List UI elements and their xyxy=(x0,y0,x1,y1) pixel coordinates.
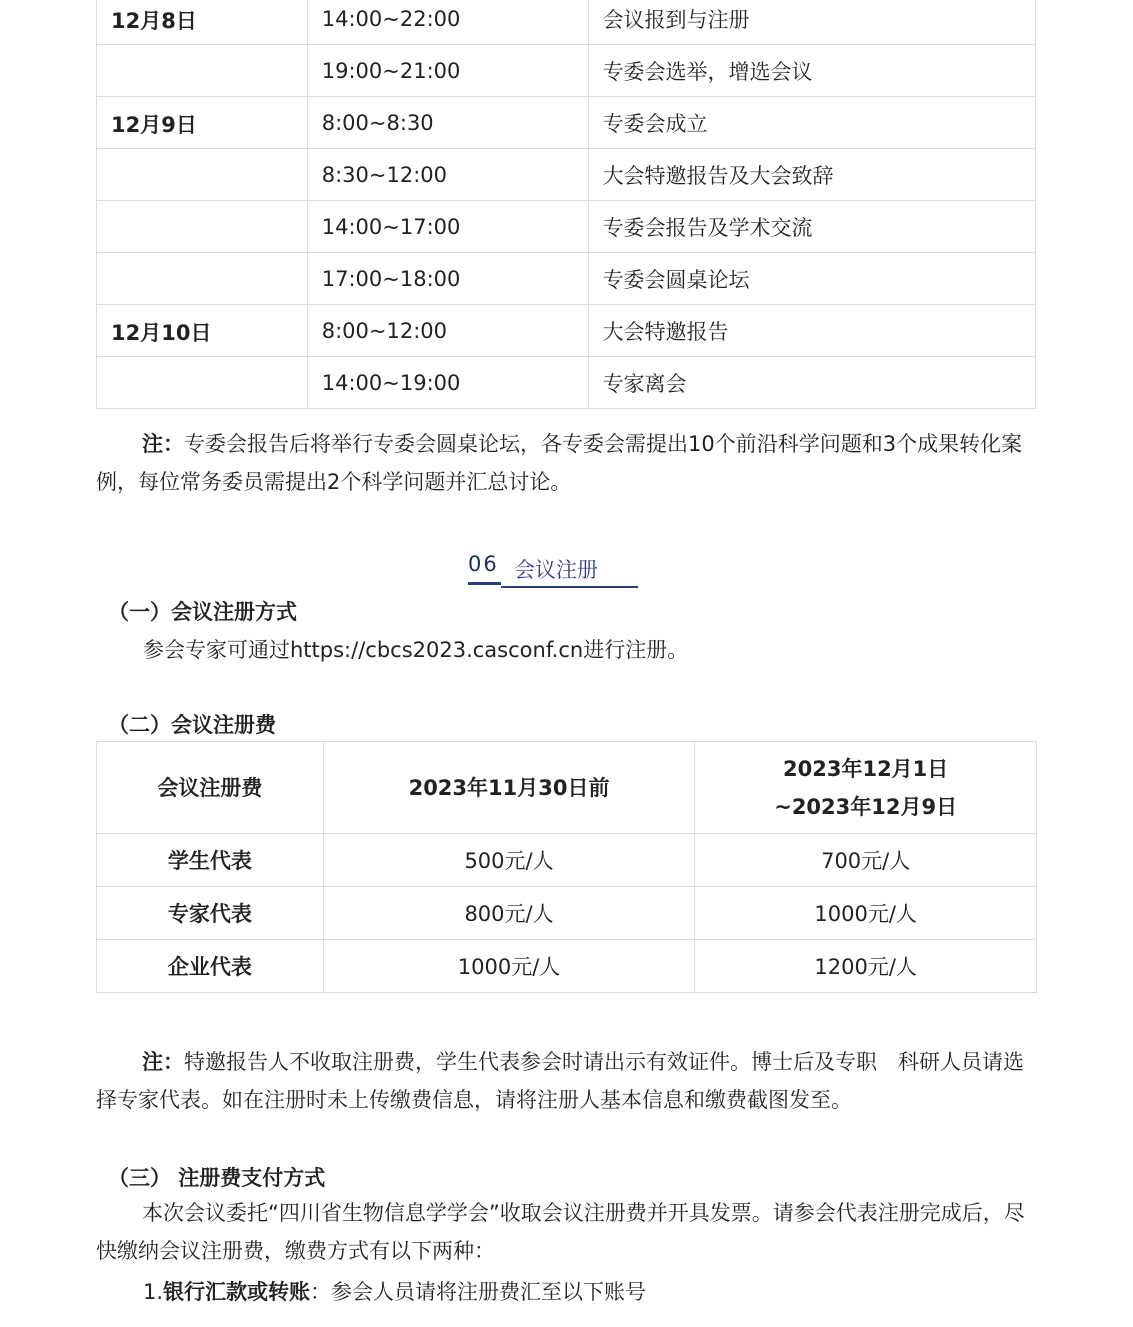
activity-cell: 专委会选举，增选会议 xyxy=(588,45,1035,97)
reg-fee-heading: （二）会议注册费 xyxy=(108,713,276,737)
section-underline xyxy=(501,586,638,588)
payment-item-title: 银行汇款或转账 xyxy=(163,1280,311,1304)
table-row xyxy=(97,305,1036,357)
note-label: 注： xyxy=(142,1050,184,1074)
fee-header-late-line1: 2023年12月1日 xyxy=(783,756,949,781)
table-row xyxy=(97,45,1036,97)
fee-table xyxy=(96,741,1037,993)
note-label: 注： xyxy=(142,432,184,456)
fee-row-label: 专家代表 xyxy=(97,887,324,940)
date-cell xyxy=(97,253,308,305)
activity-cell: 大会特邀报告及大会致辞 xyxy=(588,149,1035,201)
date-cell: 12月9日 xyxy=(97,97,308,149)
reg-method-text: 参会专家可通过https://cbcs2023.casconf.cn进行注册。 xyxy=(143,638,689,662)
fee-header-late xyxy=(695,742,1037,834)
date-cell xyxy=(97,357,308,409)
fee-row-label: 学生代表 xyxy=(97,834,324,887)
note-text: 专委会报告后将举行专委会圆桌论坛，各专委会需提出10个前沿科学问题和3个成果转化案例，每位常务委员需提出2个科学问题并汇总讨论。 xyxy=(96,432,1023,494)
time-cell: 8:00~8:30 xyxy=(307,97,588,149)
time-cell: 14:00~19:00 xyxy=(307,357,588,409)
activity-cell: 会议报到与注册 xyxy=(588,0,1035,45)
activity-cell: 专委会报告及学术交流 xyxy=(588,201,1035,253)
time-cell: 14:00~22:00 xyxy=(307,0,588,45)
fee-late: 1000元/人 xyxy=(695,887,1037,940)
fee-header-row xyxy=(97,742,1037,834)
fee-early: 1000元/人 xyxy=(323,940,695,993)
date-cell: 12月10日 xyxy=(97,305,308,357)
time-cell: 8:30~12:00 xyxy=(307,149,588,201)
date-cell xyxy=(97,201,308,253)
table-row xyxy=(97,97,1036,149)
table-row xyxy=(97,201,1036,253)
table-row xyxy=(97,357,1036,409)
schedule-note xyxy=(96,425,1036,501)
fee-header-label: 会议注册费 xyxy=(97,742,324,834)
table-row xyxy=(97,834,1037,887)
activity-cell: 大会特邀报告 xyxy=(588,305,1035,357)
fee-late: 700元/人 xyxy=(695,834,1037,887)
activity-cell: 专委会圆桌论坛 xyxy=(588,253,1035,305)
section-heading xyxy=(468,548,638,590)
fee-header-late-line2: ~2023年12月9日 xyxy=(774,794,958,819)
fee-early: 800元/人 xyxy=(323,887,695,940)
payment-item-text: ：参会人员请将注册费汇至以下账号 xyxy=(310,1280,647,1304)
section-underline-accent xyxy=(468,582,501,585)
date-cell xyxy=(97,149,308,201)
table-row xyxy=(97,887,1037,940)
fee-header-early: 2023年11月30日前 xyxy=(323,742,695,834)
section-title: 会议注册 xyxy=(514,558,598,582)
time-cell: 17:00~18:00 xyxy=(307,253,588,305)
fee-row-label: 企业代表 xyxy=(97,940,324,993)
activity-cell: 专委会成立 xyxy=(588,97,1035,149)
fee-late: 1200元/人 xyxy=(695,940,1037,993)
table-row xyxy=(97,253,1036,305)
section-number: 06 xyxy=(468,552,499,576)
reg-method-heading: （一）会议注册方式 xyxy=(108,600,297,624)
time-cell: 14:00~17:00 xyxy=(307,201,588,253)
payment-item-number: 1. xyxy=(143,1280,164,1304)
payment-item-1 xyxy=(143,1276,646,1306)
note-text: 特邀报告人不收取注册费，学生代表参会时请出示有效证件。博士后及专职 科研人员请选择专家代表。如在注册时未上传缴费信息，请将注册人基本信息和缴费截图发至。 xyxy=(96,1050,1024,1112)
fee-note xyxy=(96,1043,1036,1119)
activity-cell: 专家离会 xyxy=(588,357,1035,409)
time-cell: 8:00~12:00 xyxy=(307,305,588,357)
schedule-table xyxy=(96,0,1036,409)
date-cell xyxy=(97,45,308,97)
table-row xyxy=(97,940,1037,993)
payment-text: 本次会议委托“四川省生物信息学学会”收取会议注册费并开具发票。请参会代表注册完成后，尽快缴纳会议注册费，缴费方式有以下两种： xyxy=(96,1201,1025,1263)
payment-heading: （三） 注册费支付方式 xyxy=(108,1166,326,1190)
table-row xyxy=(97,149,1036,201)
date-cell: 12月8日 xyxy=(97,0,308,45)
time-cell: 19:00~21:00 xyxy=(307,45,588,97)
fee-early: 500元/人 xyxy=(323,834,695,887)
table-row xyxy=(97,0,1036,45)
